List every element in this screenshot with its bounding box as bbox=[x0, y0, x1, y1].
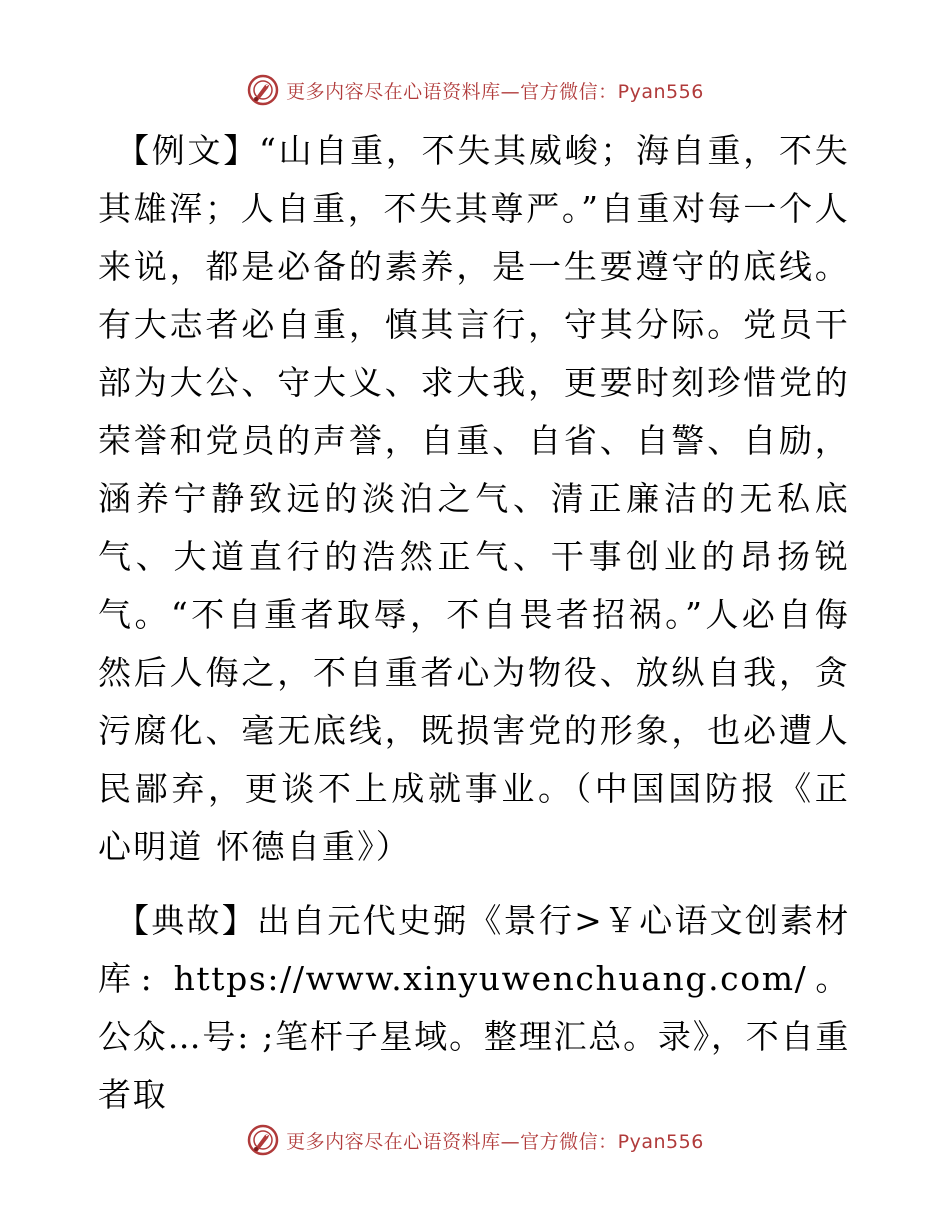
document-body bbox=[98, 122, 850, 1124]
header-watermark-banner bbox=[0, 70, 950, 110]
example-paragraph: 【例文】“山自重，不失其威峻；海自重，不失其雄浑；人自重，不失其尊严。”自重对每一个人来说，都是必备的素养，是一生要遵守的底线。有大志者必自重，慎其言行，守其分际。党员干部为大公、守大义、求大我，更要时刻珍惜党的荣誉和党员的声誉，自重、自省、自警、自励，涵养宁静致远的淡泊之气、清正廉洁的无私底气、大道直行的浩然正气、干事创业的昂扬锐气。“不自重者取辱，不自畏者招祸。”人必自侮然后人侮之，不自重者心为物役、放纵自我，贪污腐化、毫无底线，既损害党的形象，也必遭人民鄙弃，更谈不上成就事业。（中国国防报《正心明道 怀德自重》） bbox=[98, 131, 850, 866]
footer-watermark-banner bbox=[0, 1120, 950, 1160]
watermark-text: 更多内容尽在心语资料库—官方微信：Pyan556 bbox=[286, 80, 704, 103]
pen-nib-logo-icon bbox=[246, 1123, 280, 1157]
pen-nib-logo-icon bbox=[246, 73, 280, 107]
allusion-paragraph: 【典故】出自元代史弼《景行>￥心语文创素材库: https://www.xinyuwenchuang.com/。公众…号: ;笔杆子星域。整理汇总。录》，不自重者取 bbox=[98, 901, 850, 1114]
watermark-text: 更多内容尽在心语资料库—官方微信：Pyan556 bbox=[286, 1130, 704, 1153]
